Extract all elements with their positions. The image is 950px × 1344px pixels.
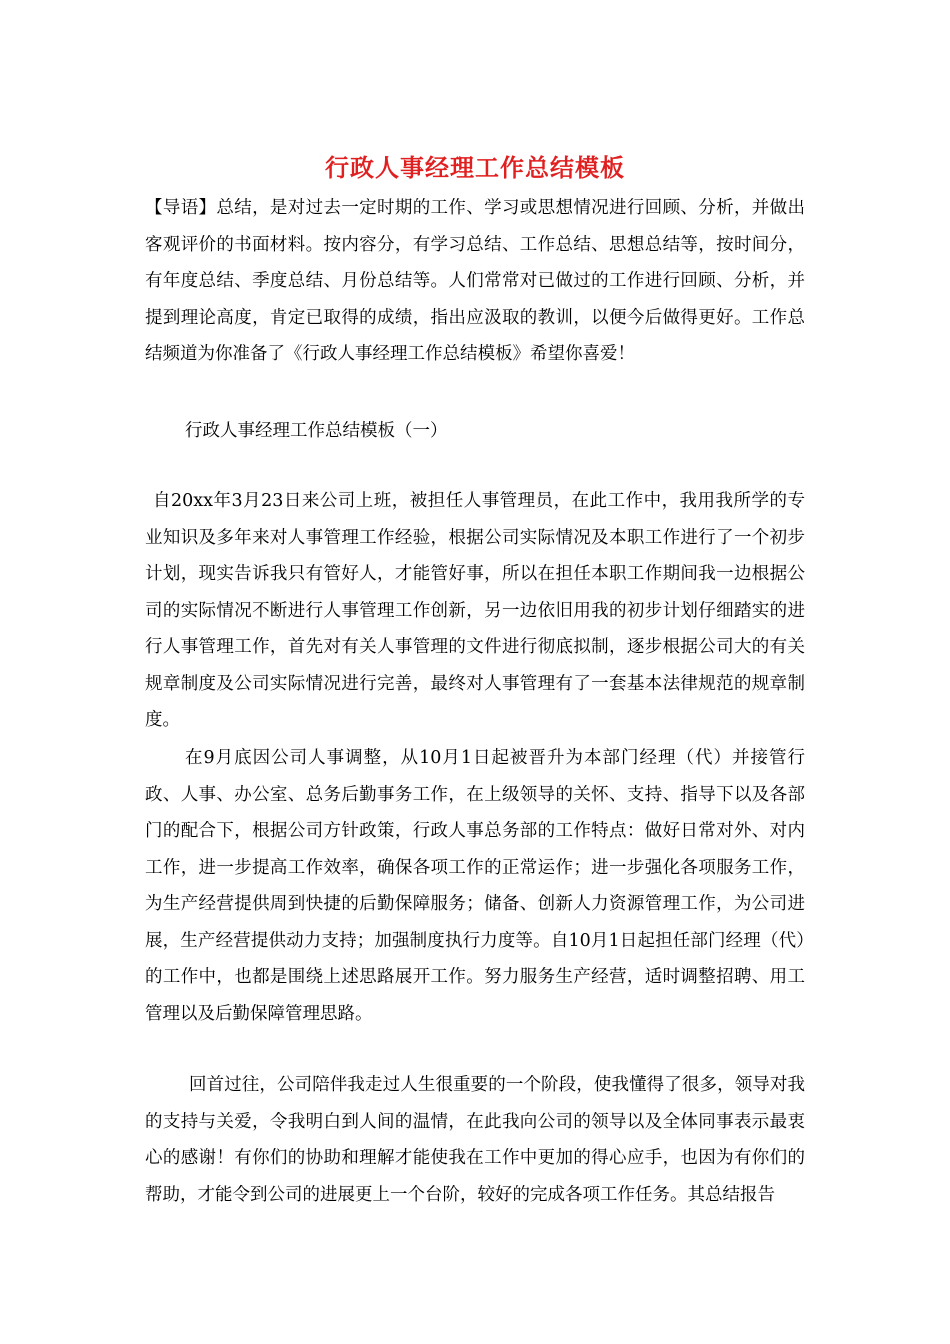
paragraph-3 bbox=[145, 1067, 805, 1213]
section-title: 行政人事经理工作总结模板（一） bbox=[185, 421, 448, 441]
paragraph-1-text: 自20xx年3月23日来公司上班，被担任人事管理员，在此工作中，我用我所学的专业知识及多年来对人事管理工作经验，根据公司实际情况及本职工作进行了一个初步计划，现实告诉我只有管好人，才能管好事，所以在担任本职工作期间我一边根据公司的实际情况不断进行人事管理工作创新，另一边依旧用我的初步计划仔细踏实的进行人事管理工作，首先对有关人事管理的文件进行彻底拟制，逐步根据公司大的有关规章制度及公司实际情况进行完善，最终对人事管理有了一套基本法律规范的规章制度。 bbox=[145, 491, 805, 730]
paragraph-2-text: 在9月底因公司人事调整，从10月1日起被晋升为本部门经理（代）并接管行政、人事、办公室、总务后勤事务工作，在上级领导的关怀、支持、指导下以及各部门的配合下，根据公司方针政策，行政人事总务部的工作特点：做好日常对外、对内工作，进一步提高工作效率，确保各项工作的正常运作；进一步强化各项服务工作，为生产经营提供周到快捷的后勤保障服务；储备、创新人力资源管理工作，为公司进展，生产经营提供动力支持；加强制度执行力度等。自10月1日起担任部门经理（代）的工作中，也都是围绕上述思路展开工作。努力服务生产经营，适时调整招聘、用工管理以及后勤保障管理思路。 bbox=[145, 748, 805, 1024]
paragraph-1 bbox=[145, 483, 805, 739]
document-title: 行政人事经理工作总结模板 bbox=[325, 153, 625, 182]
paragraph-2 bbox=[145, 740, 805, 1032]
intro-paragraph bbox=[145, 190, 805, 373]
paragraph-3-text: 回首过往，公司陪伴我走过人生很重要的一个阶段，使我懂得了很多，领导对我的支持与关爱，令我明白到人间的温情，在此我向公司的领导以及全体同事表示最衷心的感谢！有你们的协助和理解才能使我在工作中更加的得心应手，也因为有你们的帮助，才能令到公司的进展更上一个台阶，较好的完成各项工作任务。其总结报告 bbox=[145, 1075, 805, 1205]
intro-text: 【导语】总结，是对过去一定时期的工作、学习或思想情况进行回顾、分析，并做出客观评价的书面材料。按内容分，有学习总结、工作总结、思想总结等，按时间分，有年度总结、季度总结、月份总结等。人们常常对已做过的工作进行回顾、分析，并提到理论高度，肯定已取得的成绩，指出应汲取的教训，以便今后做得更好。工作总结频道为你准备了《行政人事经理工作总结模板》希望你喜爱！ bbox=[145, 198, 805, 364]
